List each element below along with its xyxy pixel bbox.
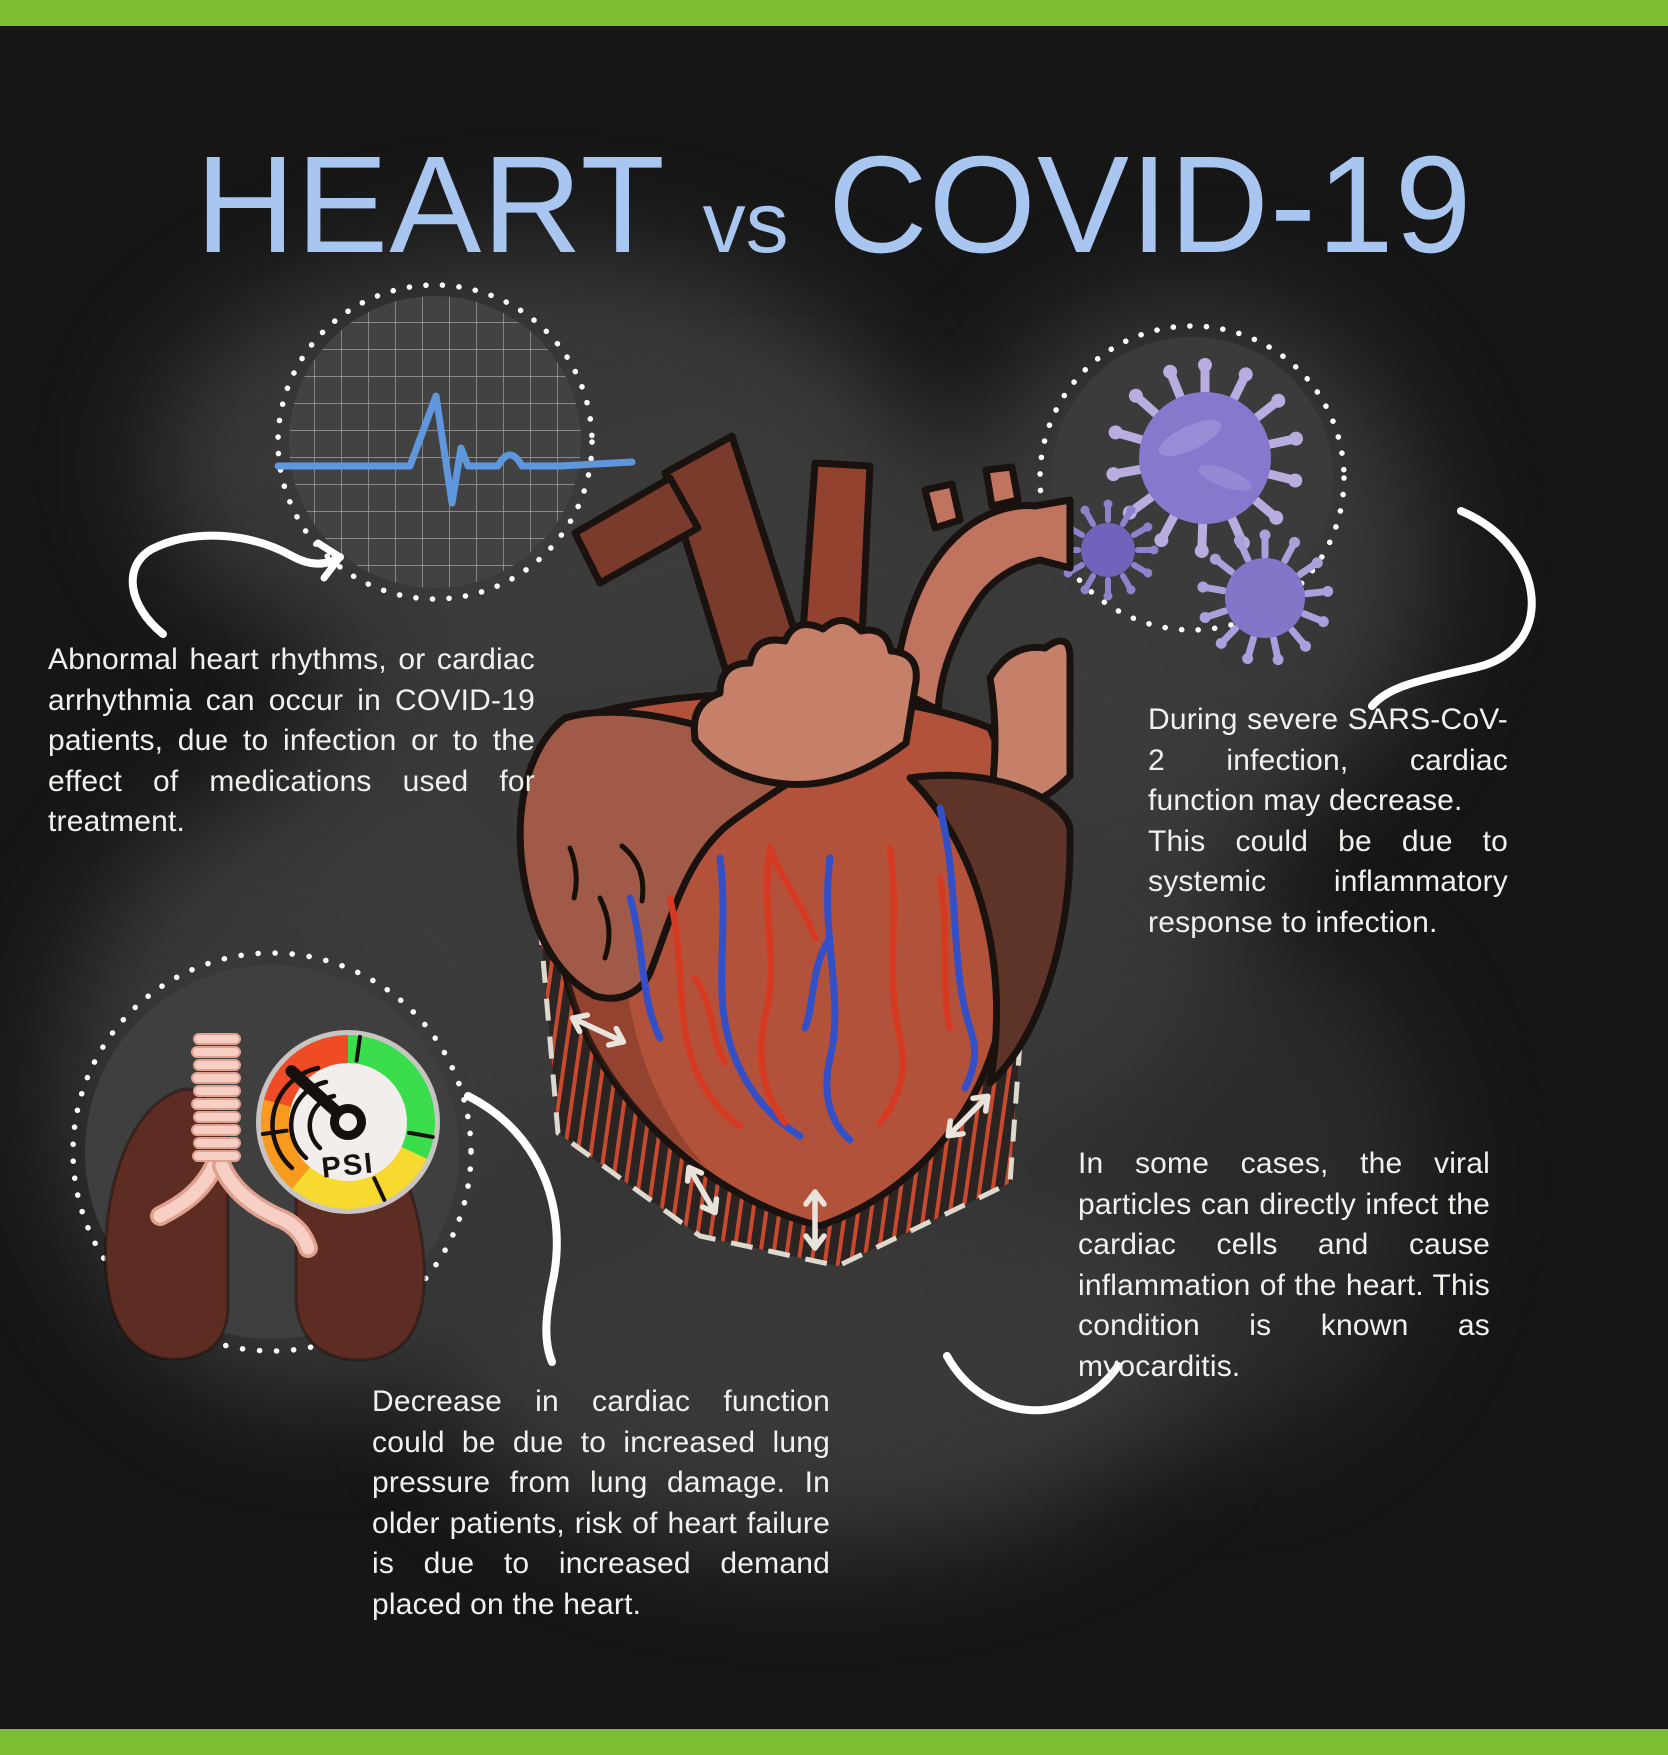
callout-function-text-1: During severe SARS-CoV-2 infection, cardiac function may decrease. xyxy=(1148,703,1508,817)
virus-circle xyxy=(1030,318,1370,678)
title-word-heart: HEART xyxy=(195,128,664,283)
pressure-gauge-icon xyxy=(256,1030,440,1214)
title-word-covid: COVID-19 xyxy=(827,128,1473,283)
gauge-psi-label: PSI xyxy=(320,1147,376,1185)
callout-arrhythmia-text: Abnormal heart rhythms, or cardiac arrhythmia can occur in COVID-19 patients, due to infection or to the effect of medications used for treatment. xyxy=(48,643,535,838)
top-border-bar xyxy=(0,0,1668,26)
callout-arrhythmia xyxy=(48,640,535,843)
callout-myocarditis xyxy=(1078,1144,1490,1387)
gauge-knob xyxy=(330,1104,366,1140)
title-word-vs: vs xyxy=(702,175,789,272)
callout-lung-text: Decrease in cardiac function could be due to increased lung pressure from lung damage. In older patients, risk of heart failure is due to increased demand placed on the heart. xyxy=(372,1385,830,1621)
callout-cardiac-function xyxy=(1148,700,1508,943)
callout-lung-pressure xyxy=(372,1382,830,1625)
heart-illustration xyxy=(470,378,1070,1308)
coronavirus-icon xyxy=(1030,318,1370,678)
callout-function-text-2: This could be due to systemic inflammatory response to infection. xyxy=(1148,824,1508,939)
bottom-border-bar xyxy=(0,1729,1668,1755)
page-title xyxy=(0,130,1668,282)
callout-myocarditis-text: In some cases, the viral particles can directly infect the cardiac cells and cause inflammation of the heart. This condition is known as myocarditis. xyxy=(1078,1147,1490,1383)
